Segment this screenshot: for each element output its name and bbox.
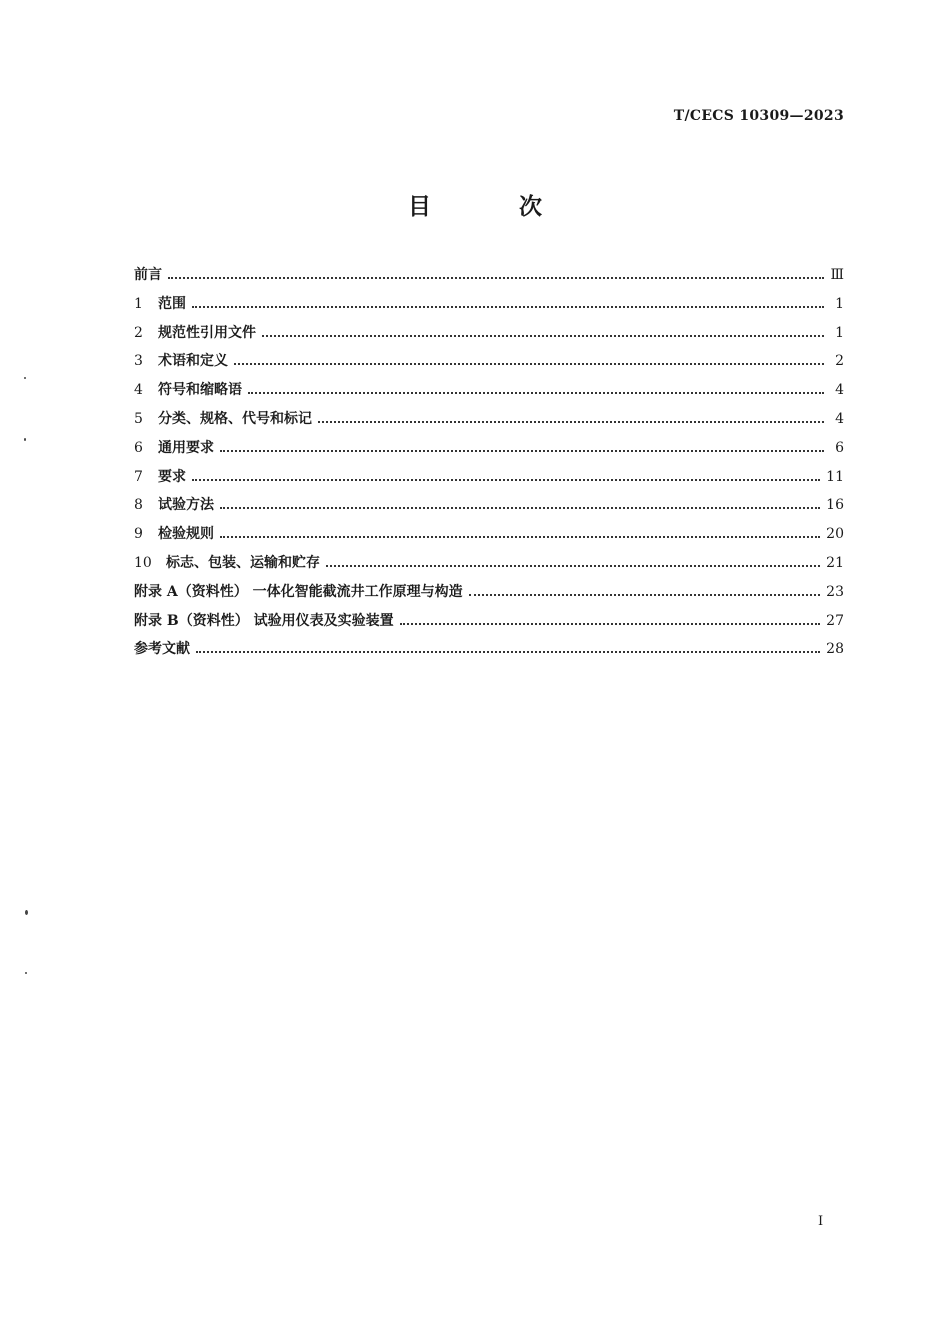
toc-entry-label: 附录 A（资料性） 一体化智能截流井工作原理与构造 — [134, 583, 463, 600]
toc-leader-dots — [248, 392, 824, 394]
toc-entry-label: 通用要求 — [158, 439, 214, 456]
toc-leader-dots — [326, 565, 820, 567]
toc-leader-dots — [469, 594, 821, 596]
toc-entry-number: 4 — [134, 382, 143, 399]
toc-entry-number: 5 — [134, 410, 143, 427]
scan-speck — [24, 438, 26, 441]
toc-entry-number: 9 — [134, 526, 143, 543]
toc-entry-page: 21 — [826, 554, 844, 571]
toc-entry-number: 6 — [134, 439, 143, 456]
toc-entry-label: 术语和定义 — [158, 353, 228, 370]
toc-entry-terms[interactable] — [134, 350, 844, 379]
toc-title: 目 次 — [407, 193, 582, 220]
toc-entry-appendix-b[interactable] — [134, 610, 844, 639]
toc-entry-page: 1 — [835, 324, 844, 341]
toc-entry-number: 8 — [134, 497, 143, 514]
toc-entry-number: 3 — [134, 353, 143, 370]
toc-leader-dots — [234, 363, 824, 365]
document-code: T/CECS 10309—2023 — [673, 108, 844, 124]
toc-entry-label: 符号和缩略语 — [158, 382, 242, 399]
toc-list — [134, 264, 844, 667]
toc-entry-page: 28 — [826, 641, 844, 658]
toc-leader-dots — [220, 536, 820, 538]
toc-entry-page: 2 — [835, 353, 844, 370]
toc-entry-appendix-a[interactable] — [134, 581, 844, 610]
toc-entry-page: 11 — [826, 468, 844, 485]
toc-entry-label: 范围 — [158, 295, 186, 312]
toc-leader-dots — [262, 335, 824, 337]
toc-entry-general-requirements[interactable] — [134, 437, 844, 466]
toc-leader-dots — [400, 623, 821, 625]
toc-entry-page: 4 — [835, 382, 844, 399]
toc-entry-number: 2 — [134, 324, 143, 341]
toc-entry-symbols[interactable] — [134, 379, 844, 408]
toc-entry-page: 1 — [835, 295, 844, 312]
toc-entry-page: Ⅲ — [830, 267, 844, 283]
toc-entry-label: 试验方法 — [158, 497, 214, 514]
toc-entry-test-methods[interactable] — [134, 494, 844, 523]
scan-speck — [24, 377, 26, 379]
toc-entry-number: 10 — [134, 554, 152, 571]
toc-entry-classification[interactable] — [134, 408, 844, 437]
page-number: I — [818, 1214, 824, 1229]
toc-entry-label: 规范性引用文件 — [158, 324, 256, 341]
toc-entry-number: 7 — [134, 468, 143, 485]
toc-leader-dots — [318, 421, 824, 423]
toc-entry-preface[interactable] — [134, 264, 844, 293]
toc-entry-page: 23 — [826, 583, 844, 600]
toc-entry-label: 分类、规格、代号和标记 — [158, 410, 312, 427]
toc-entry-number: 1 — [134, 295, 143, 312]
toc-leader-dots — [220, 450, 824, 452]
toc-entry-label: 要求 — [158, 468, 186, 485]
toc-entry-label: 参考文献 — [134, 641, 190, 658]
toc-entry-bibliography[interactable] — [134, 638, 844, 667]
toc-entry-page: 20 — [826, 526, 844, 543]
scan-speck — [25, 972, 27, 974]
toc-entry-page: 27 — [826, 612, 844, 629]
toc-entry-normative-references[interactable] — [134, 322, 844, 351]
toc-leader-dots — [220, 507, 820, 509]
toc-leader-dots — [168, 277, 824, 279]
toc-entry-label: 附录 B（资料性） 试验用仪表及实验装置 — [134, 612, 394, 629]
toc-entry-page: 6 — [835, 439, 844, 456]
toc-leader-dots — [196, 651, 820, 653]
toc-entry-inspection-rules[interactable] — [134, 523, 844, 552]
toc-entry-marking-packaging[interactable] — [134, 552, 844, 581]
toc-entry-label: 前言 — [134, 267, 162, 283]
toc-entry-label: 检验规则 — [158, 526, 214, 543]
toc-entry-scope[interactable] — [134, 293, 844, 322]
toc-leader-dots — [192, 306, 824, 308]
toc-entry-page: 4 — [835, 410, 844, 427]
toc-entry-page: 16 — [826, 497, 844, 514]
toc-entry-label: 标志、包装、运输和贮存 — [166, 554, 320, 571]
toc-entry-requirements[interactable] — [134, 466, 844, 495]
scan-speck — [25, 910, 28, 915]
toc-leader-dots — [192, 479, 820, 481]
